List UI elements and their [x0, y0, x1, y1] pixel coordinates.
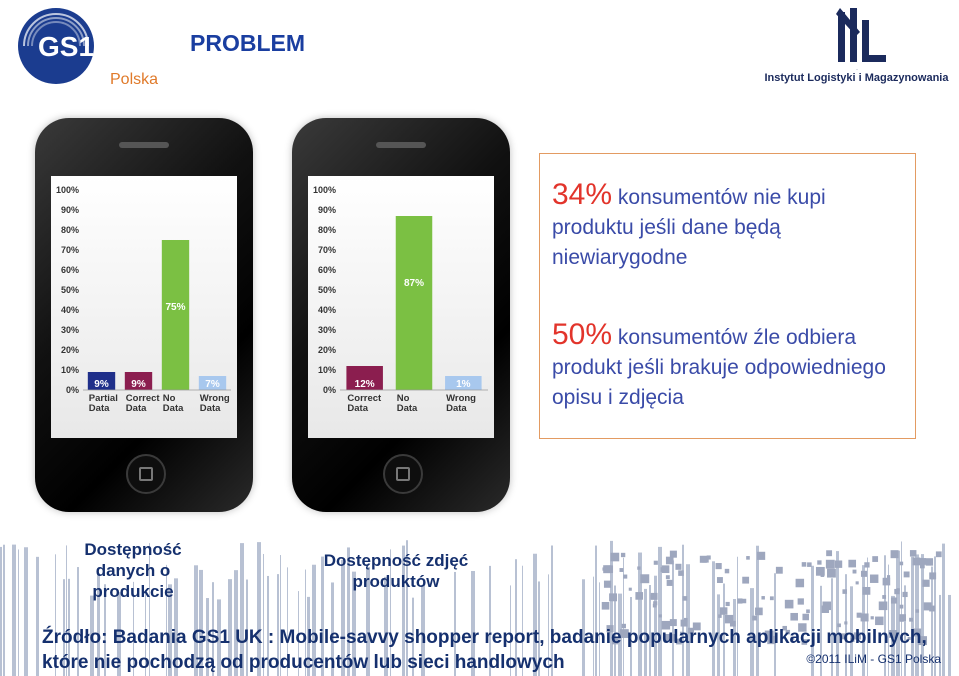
qr-block — [761, 596, 764, 599]
source-note: Źródło: Badania GS1 UK : Mobile-savvy shopper report, badanie popularnych aplikacji mobilnych, które nie pochodzą od producentów lub sieci handlowych — [42, 627, 927, 673]
category-label: Data — [446, 403, 467, 414]
phone-mockup-1 — [25, 112, 265, 518]
qr-block — [790, 613, 798, 621]
barcode-bar — [36, 557, 39, 676]
stat-text: konsumentów nie kupi produktu jeśli dane będą niewiarygodne — [552, 186, 826, 269]
gs1-logo — [14, 6, 164, 92]
qr-block — [910, 550, 916, 556]
qr-block — [822, 602, 831, 611]
y-tick-label: 90% — [317, 205, 336, 215]
gs1-logo-sub: Polska — [110, 71, 159, 88]
y-tick-label: 20% — [60, 345, 79, 355]
phone-body — [35, 118, 253, 512]
qr-block — [785, 600, 794, 609]
y-tick-label: 80% — [60, 225, 79, 235]
qr-block — [861, 571, 867, 577]
qr-block — [887, 575, 890, 578]
value-label: 75% — [165, 302, 186, 313]
qr-block — [654, 561, 658, 565]
qr-block — [666, 557, 674, 565]
qr-block — [879, 601, 888, 610]
barcode-bar — [3, 545, 5, 676]
y-tick-label: 70% — [60, 245, 79, 255]
category-label: Wrong — [199, 393, 230, 404]
qr-block — [899, 614, 906, 621]
y-tick-label: 30% — [60, 325, 79, 335]
value-label: 9% — [131, 379, 146, 390]
stat-text: konsumentów źle odbiera produkt jeśli brakuje odpowiedniego opisu i zdjęcia — [552, 326, 886, 409]
qr-block — [909, 618, 913, 622]
category-label: Data — [125, 403, 147, 414]
qr-block — [853, 570, 857, 574]
qr-block — [755, 608, 763, 616]
qr-block — [863, 587, 871, 595]
qr-block — [637, 566, 640, 569]
speaker-icon — [376, 142, 426, 148]
qr-block — [900, 605, 904, 609]
qr-block — [683, 596, 688, 601]
qr-block — [635, 592, 643, 600]
value-label: 9% — [94, 379, 109, 390]
qr-block — [875, 617, 884, 626]
category-label: Data — [162, 403, 184, 414]
caption-product-data: Dostępność danych o produkcie — [84, 540, 182, 601]
qr-block — [746, 556, 750, 560]
qr-block — [802, 562, 807, 567]
stat-number: 34% — [552, 178, 613, 211]
bar — [162, 240, 189, 390]
qr-block — [667, 580, 673, 586]
caption-product-photos: Dostępność zdjęć produktów — [323, 551, 469, 591]
gs1-logo-text: GS1 — [38, 31, 95, 62]
qr-block — [848, 560, 856, 568]
y-tick-label: 40% — [60, 305, 79, 315]
qr-block — [725, 615, 733, 623]
stat-item — [552, 180, 904, 273]
y-tick-label: 60% — [317, 265, 336, 275]
qr-block — [870, 575, 878, 583]
y-tick-label: 0% — [65, 385, 79, 395]
qr-block — [817, 560, 821, 564]
qr-block — [796, 579, 804, 587]
barcode-bar — [24, 547, 28, 676]
phone-screen — [51, 176, 237, 438]
y-tick-label: 70% — [317, 245, 336, 255]
qr-block — [826, 550, 832, 556]
stat-item — [552, 320, 904, 413]
y-tick-label: 80% — [317, 225, 336, 235]
qr-block — [726, 602, 730, 606]
value-label: 12% — [354, 379, 375, 390]
qr-block — [899, 562, 903, 566]
qr-block — [891, 550, 899, 558]
phone-body — [292, 118, 510, 512]
category-label: No — [162, 393, 176, 404]
home-button-icon — [126, 454, 166, 494]
y-tick-label: 0% — [322, 385, 336, 395]
value-label: 87% — [403, 278, 425, 289]
category-label: Correct — [125, 393, 160, 404]
qr-block — [798, 598, 804, 604]
phone-screen — [308, 176, 494, 438]
qr-block — [835, 560, 842, 567]
qr-block — [807, 562, 812, 567]
qr-block — [856, 581, 859, 584]
qr-block — [623, 575, 627, 579]
qr-block — [776, 567, 783, 574]
slide-title: PROBLEM — [190, 30, 305, 56]
photo-availability-chart — [308, 176, 494, 438]
category-label: Data — [88, 403, 110, 414]
ilim-name: Instytut Logistyki i Magazynowania — [764, 72, 949, 84]
qr-block — [802, 614, 809, 621]
y-tick-label: 30% — [317, 325, 336, 335]
y-tick-label: 40% — [317, 305, 336, 315]
qr-block — [883, 578, 891, 586]
qr-block — [936, 551, 942, 557]
qr-block — [611, 553, 620, 562]
qr-block — [929, 572, 936, 579]
value-label: 1% — [456, 379, 471, 390]
y-tick-label: 50% — [60, 285, 79, 295]
qr-block — [742, 577, 749, 584]
qr-block — [609, 593, 617, 601]
qr-block — [929, 606, 935, 612]
qr-block — [864, 562, 869, 567]
barcode-bar — [0, 547, 2, 676]
stat-number: 50% — [552, 318, 613, 351]
category-label: Wrong — [446, 393, 476, 404]
category-label: Data — [347, 403, 369, 414]
qr-block — [602, 567, 605, 570]
qr-block — [752, 616, 757, 621]
qr-block — [720, 607, 727, 614]
qr-block — [891, 597, 897, 603]
bar — [396, 216, 433, 390]
home-button-icon — [383, 454, 423, 494]
barcode-bar — [12, 545, 16, 676]
y-tick-label: 10% — [317, 365, 336, 375]
ilim-logo-text: ILiM — [856, 70, 858, 71]
qr-block — [871, 616, 874, 619]
qr-block — [737, 598, 742, 603]
stats-box — [539, 153, 916, 439]
qr-block — [902, 592, 907, 597]
qr-block — [662, 565, 670, 573]
qr-block — [700, 556, 707, 563]
y-tick-label: 60% — [60, 265, 79, 275]
qr-block — [650, 595, 655, 600]
category-label: Correct — [347, 393, 382, 404]
qr-block — [872, 556, 878, 562]
qr-block — [629, 588, 632, 591]
y-tick-label: 10% — [60, 365, 79, 375]
qr-block — [806, 609, 810, 613]
qr-block — [666, 575, 670, 579]
qr-block — [602, 602, 610, 610]
qr-block — [827, 569, 836, 578]
qr-block — [640, 574, 649, 583]
y-tick-label: 100% — [312, 185, 336, 195]
y-tick-label: 50% — [317, 285, 336, 295]
qr-block — [717, 577, 723, 583]
qr-block — [913, 558, 921, 566]
qr-block — [926, 558, 933, 565]
category-label: No — [396, 393, 410, 404]
qr-block — [604, 581, 611, 588]
qr-block — [725, 569, 729, 573]
qr-block — [675, 564, 681, 570]
qr-block — [670, 551, 677, 558]
qr-block — [882, 595, 886, 599]
qr-block — [770, 596, 774, 600]
qr-block — [922, 580, 929, 587]
qr-block — [619, 568, 623, 572]
category-label: Data — [199, 403, 221, 414]
y-tick-label: 20% — [317, 345, 336, 355]
barcode-bar — [942, 544, 945, 676]
copyright: ©2011 ILiM - GS1 Polska — [806, 652, 941, 666]
category-label: Data — [396, 403, 418, 414]
qr-block — [716, 563, 722, 569]
value-label: 7% — [205, 379, 220, 390]
y-tick-label: 90% — [60, 205, 79, 215]
qr-block — [920, 564, 925, 569]
qr-block — [621, 553, 625, 557]
y-tick-label: 100% — [55, 185, 79, 195]
qr-block — [916, 609, 919, 612]
qr-block — [718, 614, 721, 617]
phone-mockup-2 — [282, 112, 522, 518]
qr-block — [861, 613, 869, 621]
data-availability-chart — [51, 176, 237, 438]
category-label: Partial — [88, 393, 118, 404]
qr-block — [826, 560, 835, 569]
speaker-icon — [119, 142, 169, 148]
qr-block — [842, 589, 847, 594]
qr-block — [678, 570, 684, 576]
qr-block — [757, 552, 765, 560]
barcode-bar — [18, 549, 19, 676]
qr-block — [653, 601, 657, 605]
qr-block — [659, 614, 662, 617]
qr-block — [821, 573, 825, 577]
qr-block — [904, 571, 910, 577]
qr-block — [894, 589, 899, 594]
barcode-bar — [948, 595, 951, 676]
